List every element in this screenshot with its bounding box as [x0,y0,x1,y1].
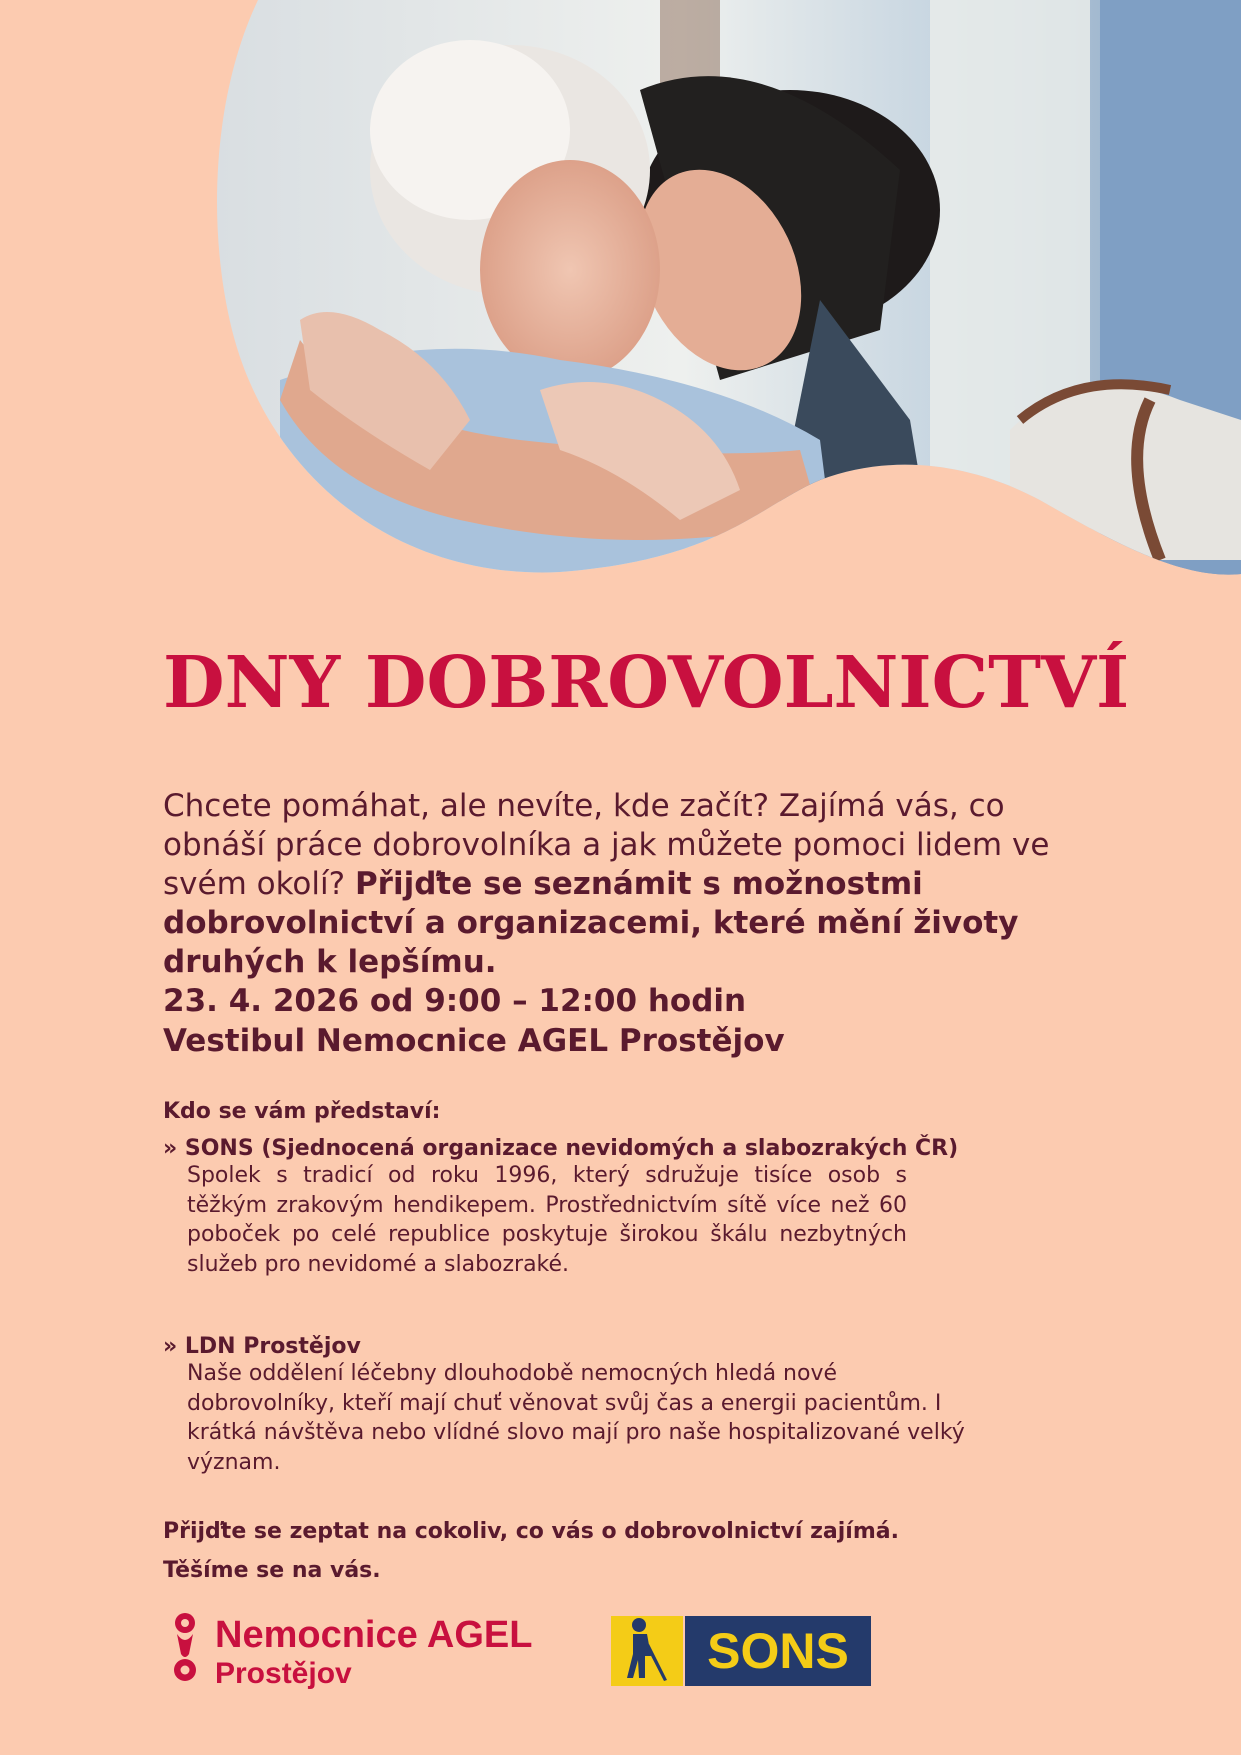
presenter-description: Spolek s tradicí od roku 1996, který sdružuje tisíce osob s těžkým zrakovým hendikepem. Prostřednictvím sítě více než 60 poboček po celé republice poskytuje širokou škálu nezbytných služeb pro nevidomé a slabozraké. [187,1163,907,1277]
closing-text [163,1512,899,1590]
presenter-name: » SONS (Sjednocená organizace nevidomých a slabozrakých ČR) [163,1136,959,1161]
event-details [163,981,785,1061]
presenter-item-sons [163,1136,958,1279]
presenters-heading: Kdo se vám představí: [163,1099,441,1124]
event-place: Vestibul Nemocnice AGEL Prostějov [163,1023,785,1059]
sons-wordmark: SONS [707,1623,849,1679]
event-datetime: 23. 4. 2026 od 9:00 – 12:00 hodin [163,983,747,1019]
intro-paragraph [163,787,1093,982]
sons-logo [611,1616,871,1686]
presenter-description: Naše oddělení léčebny dlouhodobě nemocných hledá nové dobrovolníky, kteří mají chuť věnovat svůj čas a energii pacientům. I krátká návštěva nebo vlídné slovo mají pro naše hospitalizované velký význam. [187,1361,965,1475]
hero-photo [0,0,1241,600]
agel-logo [165,1610,555,1690]
closing-line: Těšíme se na vás. [163,1558,381,1583]
presenter-item-ldn [163,1334,967,1477]
presenter-name: » LDN Prostějov [163,1334,361,1359]
intro-highlight: Přijďte se seznámit s možnostmi dobrovolnictví a organizacemi, které mění životy druhých k lepšímu. [163,866,1019,980]
agel-name: Nemocnice AGEL [215,1614,533,1656]
page-title: DNY DOBROVOLNICTVÍ [163,640,1130,724]
agel-emblem-icon [174,1613,196,1681]
agel-city: Prostějov [215,1657,352,1690]
closing-line: Přijďte se zeptat na cokoliv, co vás o dobrovolnictví zajímá. [163,1519,899,1544]
intro-text: Chcete pomáhat, ale nevíte, kde začít? Zajímá vás, co obnáší práce dobrovolníka a jak můžete pomoci lidem ve svém okolí? [163,788,1050,902]
